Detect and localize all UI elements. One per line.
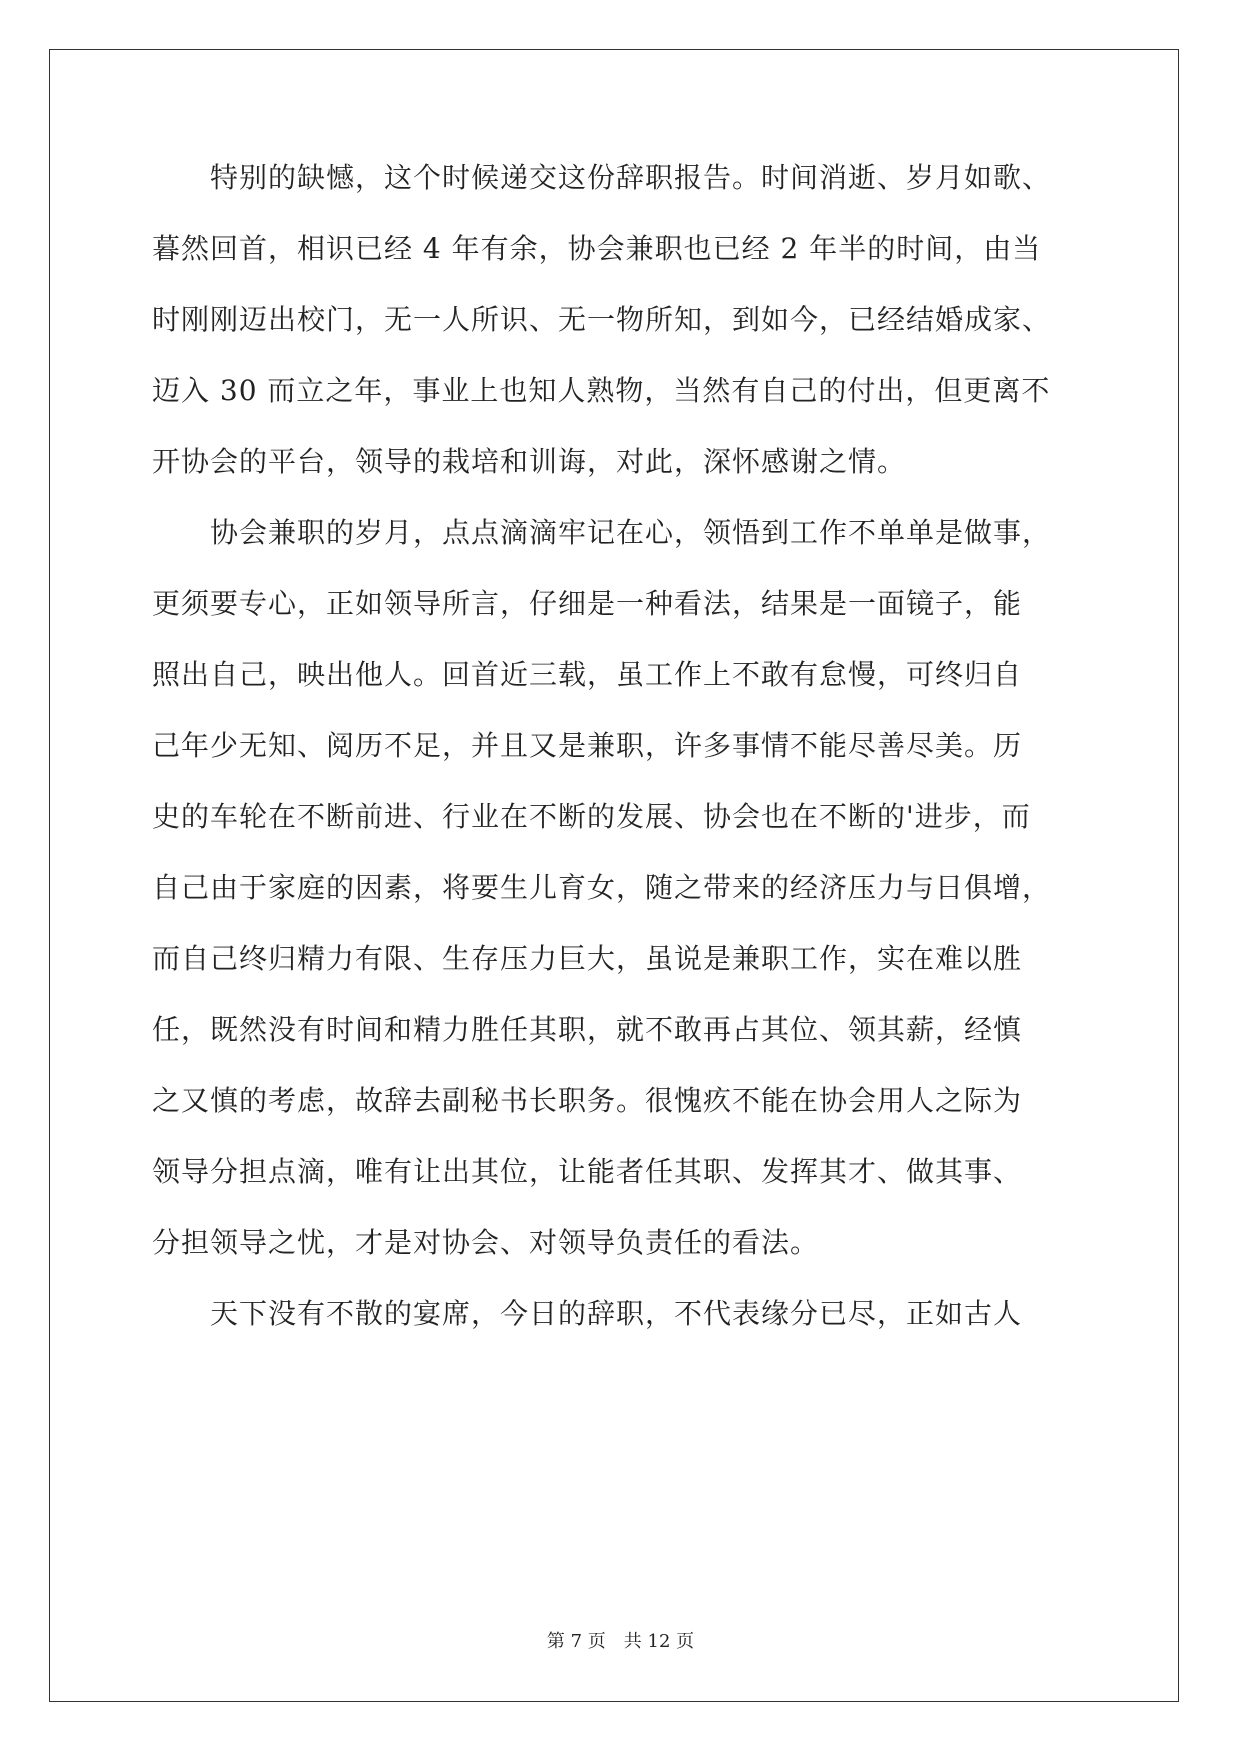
- text-line: 特别的缺憾，这个时候递交这份辞职报告。时间消逝、岁月如歌、: [152, 161, 1052, 194]
- text-line: 迈入 30 而立之年，事业上也知人熟物，当然有自己的付出，但更离不: [152, 374, 1051, 407]
- text-line: 领导分担点滴，唯有让出其位，让能者任其职、发挥其才、做其事、: [152, 1155, 1023, 1188]
- page-number-footer: 第 7 页 共 12 页: [546, 1631, 695, 1652]
- text-line: 天下没有不散的宴席，今日的辞职，不代表缘分已尽，正如古人: [152, 1297, 1023, 1330]
- text-line: 史的车轮在不断前进、行业在不断的发展、协会也在不断的'进步，而: [152, 800, 1031, 833]
- text-line: 协会兼职的岁月，点点滴滴牢记在心，领悟到工作不单单是做事，: [152, 516, 1052, 549]
- text-line: 照出自己，映出他人。回首近三载，虽工作上不敢有怠慢，可终归自: [152, 658, 1023, 691]
- text-line: 时刚刚迈出校门，无一人所识、无一物所知，到如今，已经结婚成家、: [152, 303, 1052, 336]
- text-line: 暮然回首，相识已经 4 年有余，协会兼职也已经 2 年半的时间，由当: [152, 232, 1042, 265]
- text-line: 任，既然没有时间和精力胜任其职，就不敢再占其位、领其薪，经慎: [152, 1013, 1023, 1046]
- text-line: 己年少无知、阅历不足，并且又是兼职，许多事情不能尽善尽美。历: [152, 729, 1023, 762]
- text-line: 更须要专心，正如领导所言，仔细是一种看法，结果是一面镜子，能: [152, 587, 1023, 620]
- text-line: 而自己终归精力有限、生存压力巨大，虽说是兼职工作，实在难以胜: [152, 942, 1023, 975]
- text-line: 开协会的平台，领导的栽培和训诲，对此，深怀感谢之情。: [152, 445, 907, 478]
- text-line: 自己由于家庭的因素，将要生儿育女，随之带来的经济压力与日俱增，: [152, 871, 1052, 904]
- text-line: 分担领导之忧，才是对协会、对领导负责任的看法。: [152, 1226, 820, 1259]
- text-line: 之又慎的考虑，故辞去副秘书长职务。很愧疚不能在协会用人之际为: [152, 1084, 1023, 1117]
